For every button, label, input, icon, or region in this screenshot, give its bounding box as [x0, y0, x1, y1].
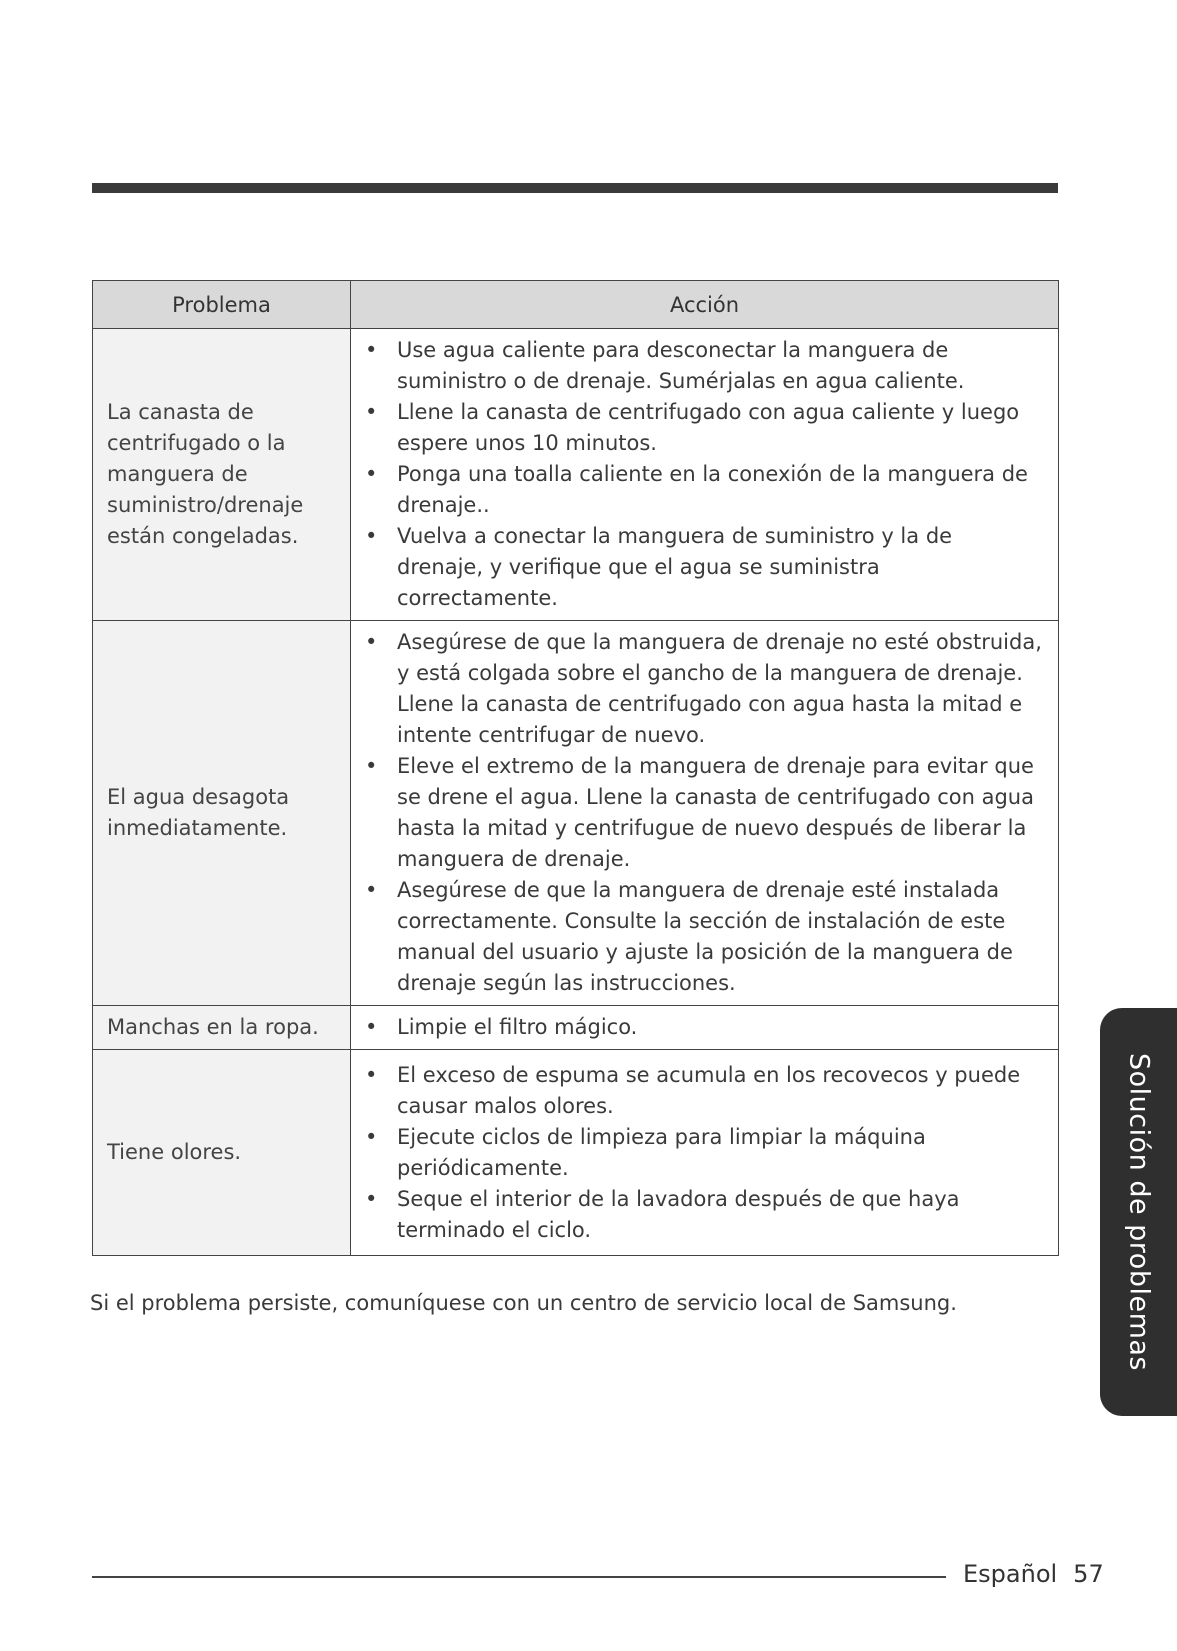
section-side-tab — [1100, 1008, 1177, 1416]
table-row — [93, 1006, 1059, 1050]
problem-cell: La canasta de centrifugado o la manguera de suministro/drenaje están congeladas. — [93, 329, 351, 621]
header-problem: Problema — [93, 281, 351, 329]
action-item: • Ponga una toalla caliente en la conexión de la manguera de drenaje.. — [359, 459, 1042, 521]
table-row — [93, 1050, 1059, 1256]
action-cell — [351, 1006, 1059, 1050]
action-item: • Vuelva a conectar la manguera de suministro y la de drenaje, y verifique que el agua se suministra correctamente. — [359, 521, 1042, 614]
side-tab-label: Solución de problemas — [1123, 1053, 1154, 1371]
table-row — [93, 329, 1059, 621]
troubleshooting-table — [92, 280, 1059, 1256]
action-cell — [351, 1050, 1059, 1256]
action-item: • Limpie el filtro mágico. — [359, 1012, 1042, 1043]
footnote: Si el problema persiste, comuníquese con un centro de servicio local de Samsung. — [90, 1291, 957, 1315]
action-item: • Ejecute ciclos de limpieza para limpiar la máquina periódicamente. — [359, 1122, 1042, 1184]
action-item: • Seque el interior de la lavadora después de que haya terminado el ciclo. — [359, 1184, 1042, 1246]
action-item: • Llene la canasta de centrifugado con agua caliente y luego espere unos 10 minutos. — [359, 397, 1042, 459]
page-footer — [963, 1560, 1104, 1588]
action-cell — [351, 329, 1059, 621]
problem-cell: Tiene olores. — [93, 1050, 351, 1256]
header-action: Acción — [351, 281, 1059, 329]
action-item: • Asegúrese de que la manguera de drenaje no esté obstruida, y está colgada sobre el gancho de la manguera de drenaje. Llene la canasta de centrifugado con agua hasta la mitad e intente centrifugar de nuevo. — [359, 627, 1042, 751]
action-item: • Asegúrese de que la manguera de drenaje esté instalada correctamente. Consulte la sección de instalación de este manual del usuario y ajuste la posición de la manguera de drenaje según las instrucciones. — [359, 875, 1042, 999]
problem-cell: Manchas en la ropa. — [93, 1006, 351, 1050]
page-number: 57 — [1073, 1560, 1104, 1588]
table-row — [93, 621, 1059, 1006]
action-cell — [351, 621, 1059, 1006]
table-header-row — [93, 281, 1059, 329]
top-rule — [92, 183, 1058, 193]
footer-rule — [92, 1576, 946, 1578]
action-item: • Use agua caliente para desconectar la manguera de suministro o de drenaje. Sumérjalas en agua caliente. — [359, 335, 1042, 397]
action-item: • Eleve el extremo de la manguera de drenaje para evitar que se drene el agua. Llene la canasta de centrifugado con agua hasta la mitad y centrifugue de nuevo después de liberar la manguera de drenaje. — [359, 751, 1042, 875]
footer-language: Español — [963, 1560, 1058, 1588]
action-item: • El exceso de espuma se acumula en los recovecos y puede causar malos olores. — [359, 1060, 1042, 1122]
problem-cell: El agua desagota inmediatamente. — [93, 621, 351, 1006]
